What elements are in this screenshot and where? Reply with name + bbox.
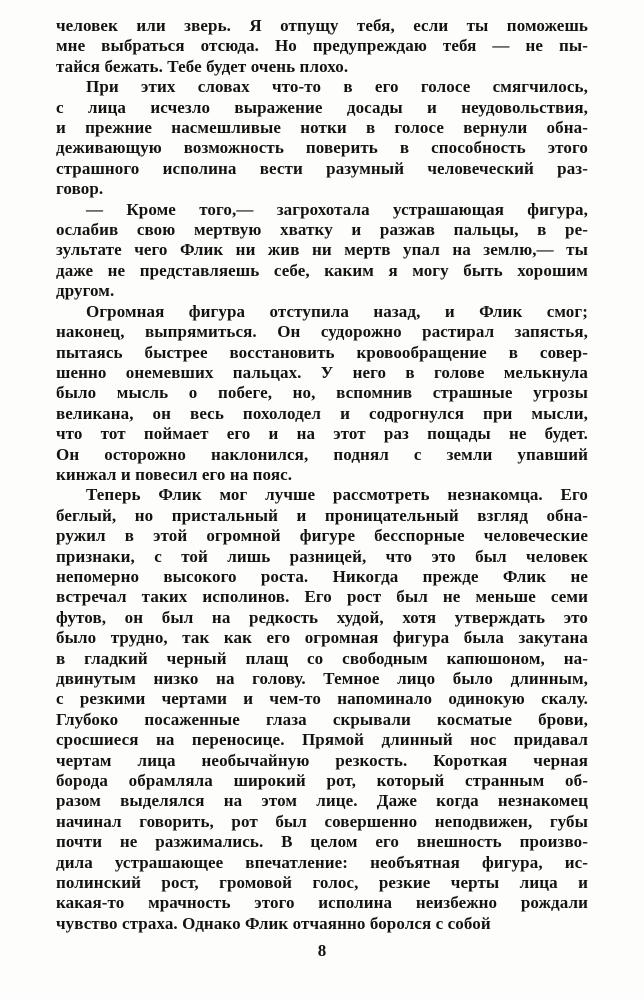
text-line: мне выбраться отсюда. Но предупреждаю тебя — не пы- (56, 36, 588, 56)
text-line: ослабив свою мертвую хватку и разжав пальцы, в ре- (56, 220, 588, 240)
text-line: шенно онемевших пальцах. У него в голове мелькнула (56, 362, 588, 382)
text-line: человек или зверь. Я отпущу тебя, если ты поможешь (56, 16, 588, 35)
text-line: зультате чего Флик ни жив ни мертв упал на землю,— ты (56, 240, 588, 260)
paragraph (56, 200, 588, 302)
text-line: двинутым низко на голову. Темное лицо было длинным, (56, 669, 588, 688)
text-line: даже не представляешь себе, каким я могу быть хорошим (56, 260, 588, 280)
text-block (56, 16, 588, 934)
text-line: почти не разжимались. В целом его внешность произво- (56, 832, 588, 852)
text-line: с лица исчезло выражение досады и неудовольствия, (56, 97, 588, 117)
text-line: беглый, но пристальный и проницательный взгляд обна- (56, 505, 588, 525)
text-line: с резкими чертами и чем-то напоминало одинокую скалу. (56, 689, 588, 709)
text-line: великана, он весь похолодел и содрогнулся при мысли, (56, 403, 588, 423)
text-line: Огромная фигура отступила назад, и Флик смог; (86, 301, 588, 321)
text-line: было мысль о побеге, но, вспомнив страшные угрозы (56, 383, 588, 403)
text-line: ружил в этой огромной фигуре бесспорные человеческие (56, 526, 588, 546)
text-line: Теперь Флик мог лучше рассмотреть незнакомца. Его (86, 485, 588, 505)
text-line: чувство страха. Однако Флик отчаянно боролся с собой (56, 913, 491, 933)
text-line: что тот поймает его и на этот раз пощады не будет. (56, 424, 588, 444)
text-line: борода обрамляла широкий рот, который странным об- (56, 771, 588, 791)
text-line: наконец, выпрямиться. Он судорожно растирал запястья, (56, 322, 588, 342)
text-line: футов, он был на редкость худой, хотя утверждать это (56, 607, 588, 627)
paragraph (56, 485, 588, 934)
text-line: — Кроме того,— загрохотала устрашающая фигура, (86, 199, 588, 219)
text-line: кинжал и повесил его на пояс. (56, 464, 293, 484)
text-line: Глубоко посаженные глаза скрывали косматые брови, (56, 709, 588, 729)
text-line: начинал говорить, рот был совершенно неподвижен, губы (56, 811, 588, 831)
text-line: разом выделялся на этом лице. Даже когда незнакомец (56, 791, 588, 811)
text-line: деживающую возможность поверить в способность этого (56, 138, 588, 158)
text-line: сросшиеся на переносице. Прямой длинный нос придавал (56, 730, 588, 750)
text-line: страшного исполина вести разумный человеческий раз- (56, 158, 588, 178)
text-line: и прежние насмешливые нотки в голосе вернули обна- (56, 118, 588, 138)
paragraph (56, 77, 588, 199)
text-line: какая-то мрачность этого исполина неизбежно рождали (56, 893, 588, 913)
text-line: полинский рост, громовой голос, резкие черты лица и (56, 873, 588, 893)
text-line: другом. (56, 281, 115, 301)
text-line: Он осторожно наклонился, поднял с земли упавший (56, 444, 588, 464)
text-line: в гладкий черный плащ со свободным капюшоном, на- (56, 648, 588, 668)
text-line: При этих словах что-то в его голосе смягчилось, (86, 77, 588, 97)
text-line: было трудно, так как его огромная фигура была закутана (56, 628, 588, 648)
text-line: признаки, с той лишь разницей, что это был человек (56, 546, 588, 566)
page-number: 8 (317, 941, 327, 960)
paragraph (56, 302, 588, 486)
text-line: непомерно высокого роста. Никогда прежде Флик не (56, 566, 588, 586)
text-line: говор. (56, 179, 104, 199)
text-line: дила устрашающее впечатление: необъятная фигура, ис- (56, 852, 588, 872)
text-line: чертам лица необычайную резкость. Короткая черная (56, 750, 588, 770)
paragraph (56, 16, 588, 77)
text-line: пытаясь быстрее восстановить кровообращение в совер- (56, 342, 588, 362)
text-line: встречал таких исполинов. Его рост был не меньше семи (56, 587, 588, 607)
text-line: тайся бежать. Тебе будет очень плохо. (56, 56, 349, 76)
